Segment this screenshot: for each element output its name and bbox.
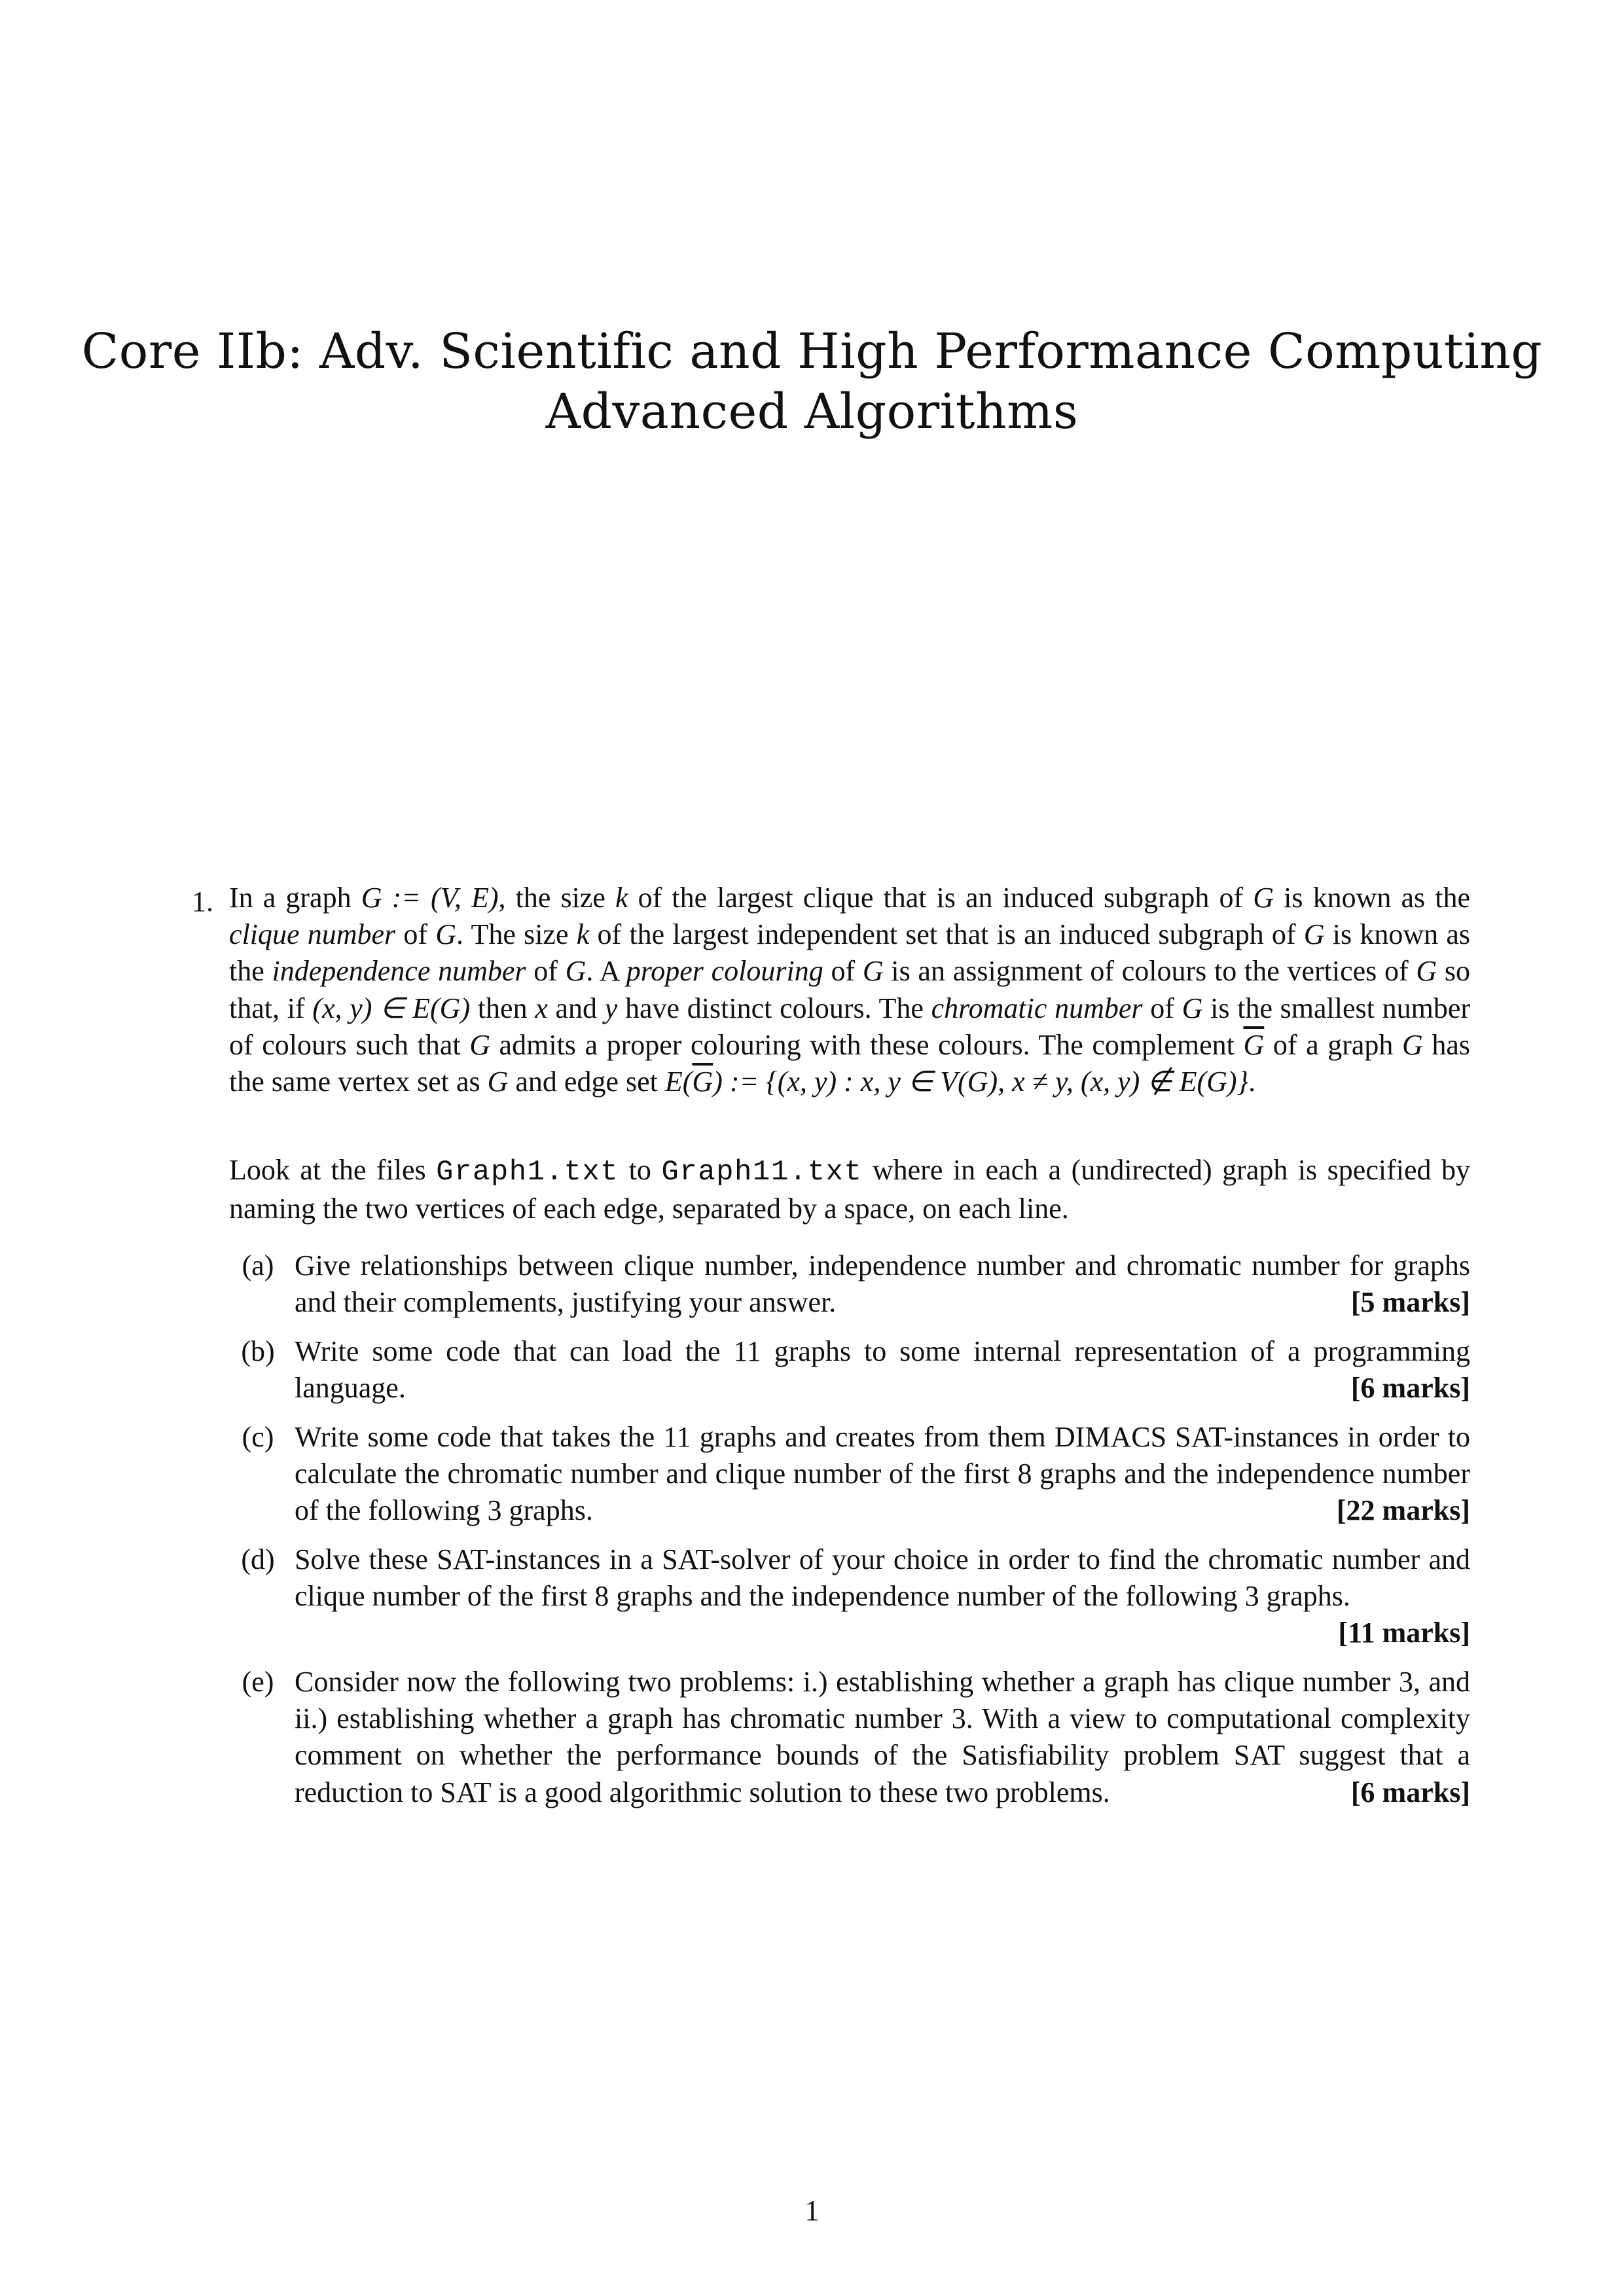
page-number: 1 (804, 2195, 820, 2227)
filename-last: Graph11.txt (661, 1156, 863, 1189)
part-text: Solve these SAT-instances in a SAT-solver of your choice in order to find the chromatic number and clique number of the first 8 graphs and the independence number of the following 3 graphs. (295, 1543, 1470, 1613)
filename-first: Graph1.txt (436, 1156, 619, 1189)
term-clique-number: clique number (229, 918, 396, 951)
marks-label: [22 marks] (1336, 1494, 1470, 1527)
term-proper-colouring: proper colouring (626, 955, 823, 988)
files-paragraph: Look at the files Graph1.txt to Graph11.txt where in each a (undirected) graph is specified by naming the two vertices of each edge, separated by a space, on each line. (229, 1154, 1470, 1225)
question-number: 1. (192, 886, 213, 918)
complement-edge-set: $E(\overline{G})$ := {(x, y) : x, y ∈ V(G), x ≠ y, (x, y) ∉ E(G)} (664, 1066, 1249, 1098)
part-label: (c) (242, 1421, 274, 1453)
part-text: Write some code that can load the 11 graphs to some internal representation of a programming language. (295, 1335, 1470, 1405)
question-intro: In a graph G := (V, E), the size k of the largest clique that is an induced subgraph of G is known as the clique number of G. The size k of the largest independent set that is an induced subgraph of G is known as the independence number of G. A proper colouring of G is an assignment of colours to the vertices of G so that, if (x, y) ∈ E(G) then x and y have distinct colours. The chromatic number of G is the smallest number of colours such that G admits a proper colouring with these colours. The complement $\overline{G}$ of a graph G has the same vertex set as G and edge set $E(\overline{G})$ := {(x, y) : x, y ∈ V(G), x ≠ y, (x, y) ∉ E(G)}. (229, 882, 1471, 1098)
part-text: Give relationships between clique number, independence number and chromatic number for graphs and their complements, justifying your answer. (295, 1249, 1470, 1319)
part-text: Write some code that takes the 11 graphs and creates from them DIMACS SAT-instances in order to calculate the chromatic number and clique number of the first 8 graphs and the independence number of the following 3 graphs. (295, 1421, 1470, 1527)
marks-label: [5 marks] (1350, 1286, 1470, 1319)
marks-label: [6 marks] (1350, 1776, 1470, 1808)
term-chromatic-number: chromatic number (931, 992, 1143, 1024)
marks-label: [6 marks] (1350, 1372, 1470, 1405)
marks-label: [11 marks] (1338, 1617, 1470, 1649)
part-label: (d) (241, 1543, 275, 1575)
page-subtitle: Advanced Algorithms (545, 384, 1079, 440)
part-label: (a) (242, 1249, 274, 1282)
term-independence-number: independence number (272, 955, 526, 988)
part-text: Consider now the following two problems: i.) establishing whether a graph has clique number 3, and ii.) establishing whether a graph has chromatic number 3. With a view to computational complexity comment on whether the performance bounds of the Satisfiability problem SAT suggest that a reduction to SAT is a good algorithmic solution to these two problems. (295, 1666, 1470, 1808)
page-title: Core IIb: Adv. Scientific and High Performance Computing (81, 323, 1543, 380)
part-label: (e) (242, 1666, 274, 1698)
part-label: (b) (241, 1335, 275, 1367)
